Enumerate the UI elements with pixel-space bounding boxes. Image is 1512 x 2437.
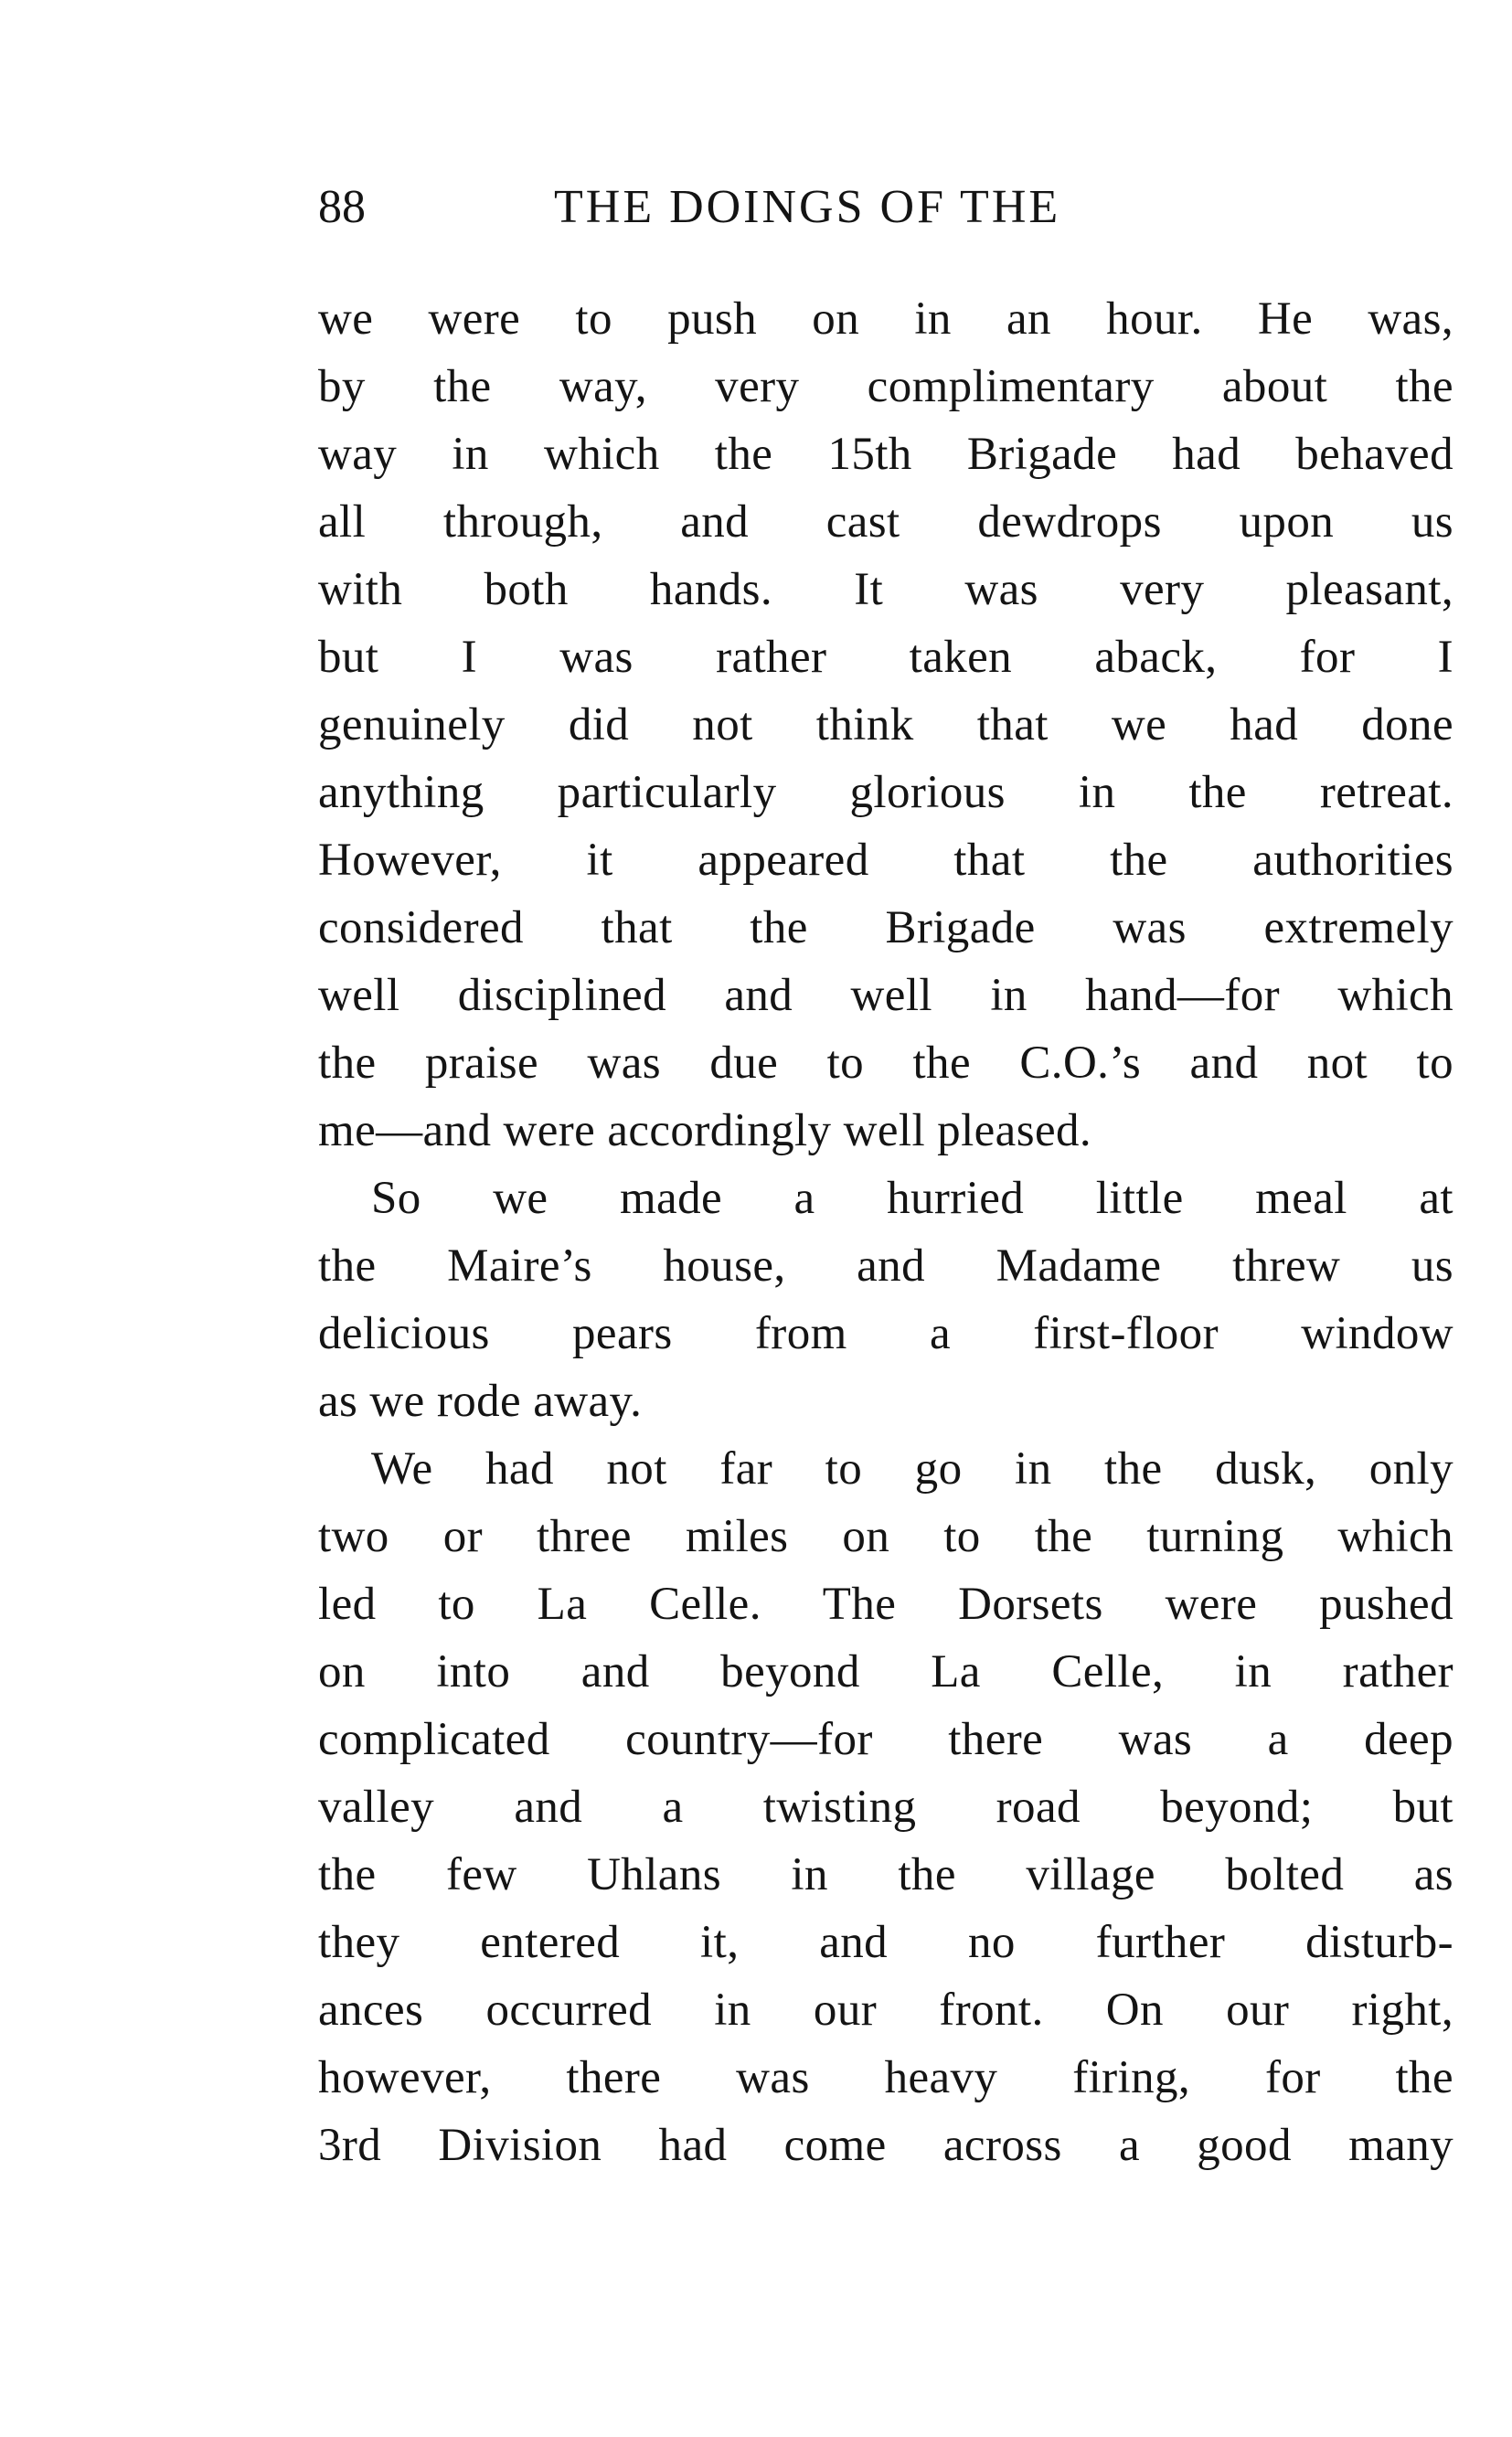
text-line: with both hands. It was very pleasant, [318, 564, 1453, 615]
body-text [318, 285, 1453, 2179]
paragraph-2 [318, 1165, 1453, 1435]
text-line: genuinely did not think that we had done [318, 699, 1453, 750]
paragraph-1 [318, 285, 1453, 1165]
paragraph-3 [318, 1435, 1453, 2179]
text-line: the few Uhlans in the village bolted as [318, 1849, 1453, 1900]
text-line: as we rode away. [318, 1376, 643, 1427]
text-line: two or three miles on to the turning which [318, 1511, 1453, 1562]
text-line: me—and were accordingly well pleased. [318, 1105, 1092, 1156]
text-line: led to La Celle. The Dorsets were pushed [318, 1579, 1453, 1630]
text-line: on into and beyond La Celle, in rather [318, 1646, 1453, 1697]
text-line: way in which the 15th Brigade had behaved [318, 429, 1453, 480]
text-line: delicious pears from a first-floor window [318, 1308, 1453, 1359]
text-line: We had not far to go in the dusk, only [371, 1443, 1453, 1495]
text-line: they entered it, and no further disturb- [318, 1917, 1453, 1968]
text-line: 3rd Division had come across a good many [318, 2120, 1453, 2171]
running-title: THE DOINGS OF THE [554, 181, 1061, 233]
running-head [318, 176, 1452, 239]
text-line: but I was rather taken aback, for I [318, 632, 1453, 683]
text-line: valley and a twisting road beyond; but [318, 1782, 1453, 1833]
text-line: by the way, very complimentary about the [318, 361, 1453, 412]
text-line: However, it appeared that the authorities [318, 835, 1453, 886]
text-line: complicated country—for there was a deep [318, 1714, 1453, 1765]
text-line: ances occurred in our front. On our right, [318, 1985, 1453, 2036]
text-line: So we made a hurried little meal at [371, 1173, 1453, 1224]
text-line: well disciplined and well in hand—for which [318, 970, 1453, 1021]
text-line: considered that the Brigade was extremely [318, 902, 1453, 953]
text-line: all through, and cast dewdrops upon us [318, 496, 1453, 548]
text-line: anything particularly glorious in the retreat. [318, 767, 1453, 818]
page-number: 88 [318, 181, 366, 233]
text-line: the praise was due to the C.O.’s and not to [318, 1038, 1453, 1089]
text-line: the Maire’s house, and Madame threw us [318, 1240, 1453, 1292]
text-line: we were to push on in an hour. He was, [318, 293, 1453, 345]
text-line: however, there was heavy firing, for the [318, 2052, 1453, 2103]
